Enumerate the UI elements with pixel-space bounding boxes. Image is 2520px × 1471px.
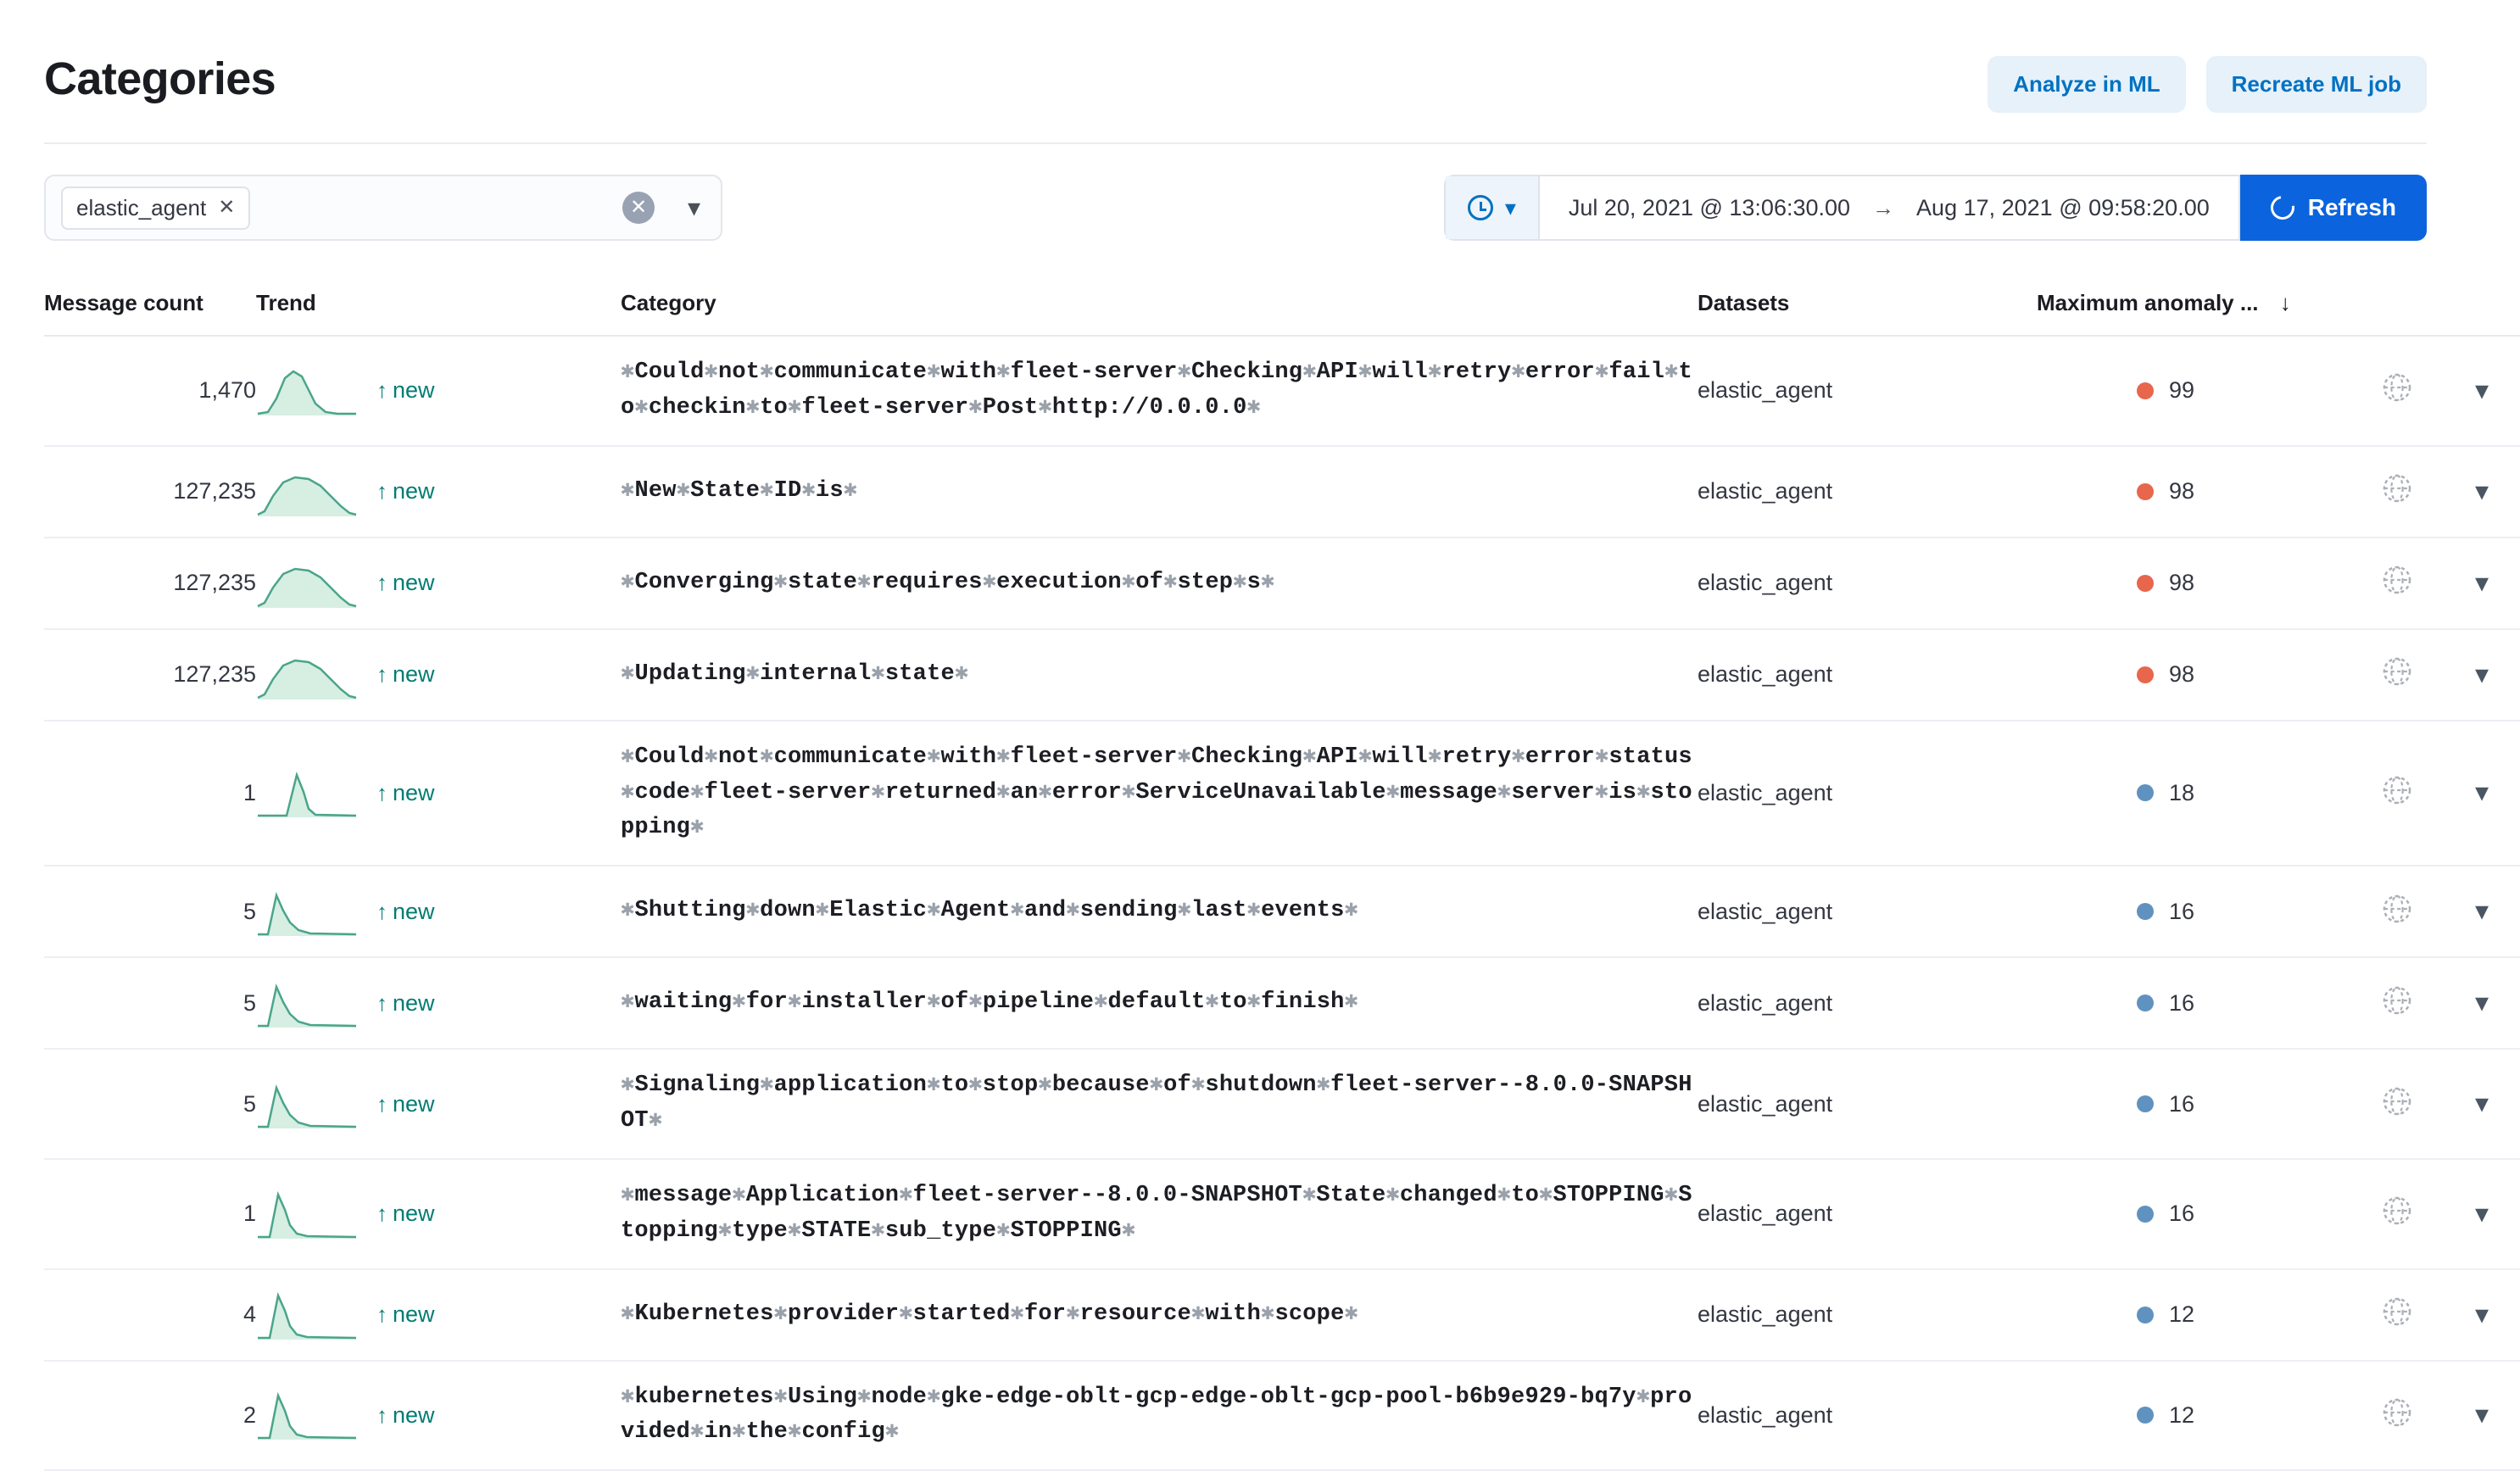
sphere-icon[interactable] bbox=[2381, 1396, 2413, 1429]
cell-trend bbox=[256, 336, 621, 446]
severity-dot bbox=[2137, 575, 2154, 592]
severity-dot bbox=[2137, 382, 2154, 399]
sphere-icon[interactable] bbox=[2381, 564, 2413, 596]
trend-new-badge: ↑ new bbox=[376, 898, 435, 924]
sphere-icon[interactable] bbox=[2381, 472, 2413, 504]
severity-dot bbox=[2137, 784, 2154, 801]
column-header-datasets[interactable]: Datasets bbox=[1698, 290, 2037, 336]
trend-new-badge: ↑ new bbox=[376, 1401, 435, 1428]
table-row[interactable] bbox=[44, 1361, 2520, 1471]
cell-category: ✱Could✱not✱communicate✱with✱fleet-server✱Checking✱API✱will✱retry✱error✱fail✱to✱checkin✱to✱fleet-server✱Post✱http://0.0.0.0✱ bbox=[621, 336, 1698, 446]
quick-select-button[interactable] bbox=[1446, 176, 1540, 239]
categories-table bbox=[44, 290, 2520, 1471]
sphere-icon[interactable] bbox=[2381, 1195, 2413, 1227]
cell-actions[interactable] bbox=[2350, 866, 2444, 957]
anomaly-score: 16 bbox=[2169, 989, 2195, 1016]
cell-dataset: elastic_agent bbox=[1698, 1361, 2037, 1471]
cell-actions[interactable] bbox=[2350, 629, 2444, 721]
severity-dot bbox=[2137, 483, 2154, 500]
cell-expand[interactable] bbox=[2444, 538, 2520, 629]
cell-expand[interactable] bbox=[2444, 1361, 2520, 1471]
cell-category: ✱Signaling✱application✱to✱stop✱because✱of✱shutdown✱fleet-server--8.0.0-SNAPSHOT✱ bbox=[621, 1049, 1698, 1159]
cell-actions[interactable] bbox=[2350, 336, 2444, 446]
column-header-message-count[interactable]: Message count bbox=[44, 290, 256, 336]
anomaly-score: 18 bbox=[2169, 779, 2195, 805]
time-controls bbox=[1444, 175, 2427, 241]
column-header-trend[interactable]: Trend bbox=[256, 290, 621, 336]
anomaly-score: 98 bbox=[2169, 478, 2195, 504]
cell-expand[interactable] bbox=[2444, 446, 2520, 538]
table-row[interactable] bbox=[44, 721, 2520, 866]
trend-new-badge: ↑ new bbox=[376, 1301, 435, 1328]
arrow-up-icon: ↑ bbox=[376, 377, 387, 404]
cell-dataset: elastic_agent bbox=[1698, 1269, 2037, 1361]
table-row[interactable] bbox=[44, 1159, 2520, 1269]
table-row[interactable] bbox=[44, 538, 2520, 629]
sparkline-icon bbox=[256, 557, 358, 610]
trend-new-badge: ↑ new bbox=[376, 1201, 435, 1227]
start-date[interactable]: Jul 20, 2021 @ 13:06:30.00 bbox=[1568, 194, 1851, 220]
cell-max-anomaly bbox=[2037, 957, 2350, 1049]
severity-dot bbox=[2137, 995, 2154, 1011]
arrow-up-icon: ↑ bbox=[376, 478, 387, 504]
anomaly-score: 12 bbox=[2169, 1401, 2195, 1428]
cell-message-count: 2 bbox=[44, 1361, 256, 1471]
sparkline-icon bbox=[256, 766, 358, 819]
cell-category: ✱Converging✱state✱requires✱execution✱of✱step✱s✱ bbox=[621, 538, 1698, 629]
cell-max-anomaly bbox=[2037, 1269, 2350, 1361]
cell-actions[interactable] bbox=[2350, 538, 2444, 629]
sphere-icon[interactable] bbox=[2381, 774, 2413, 806]
cell-message-count: 5 bbox=[44, 866, 256, 957]
cell-max-anomaly bbox=[2037, 721, 2350, 866]
anomaly-score: 98 bbox=[2169, 570, 2195, 596]
column-header-category[interactable]: Category bbox=[621, 290, 1698, 336]
cell-max-anomaly bbox=[2037, 629, 2350, 721]
chevron-down-icon[interactable]: ▾ bbox=[2474, 475, 2489, 506]
date-range-values[interactable] bbox=[1540, 195, 2238, 221]
chevron-down-icon[interactable]: ▾ bbox=[2474, 566, 2489, 598]
page-header bbox=[0, 0, 2471, 127]
column-header-actions bbox=[2350, 290, 2444, 336]
anomaly-score: 99 bbox=[2169, 377, 2195, 404]
cross-icon[interactable]: ✕ bbox=[218, 196, 236, 219]
cell-message-count: 5 bbox=[44, 1049, 256, 1159]
cell-expand[interactable] bbox=[2444, 721, 2520, 866]
column-header-max-anomaly-label: Maximum anomaly ... bbox=[2037, 290, 2259, 315]
trend-new-badge: ↑ new bbox=[376, 570, 435, 596]
chevron-down-icon[interactable]: ▾ bbox=[2474, 1399, 2489, 1430]
cell-actions[interactable] bbox=[2350, 721, 2444, 866]
cell-trend bbox=[256, 629, 621, 721]
sphere-icon[interactable] bbox=[2381, 984, 2413, 1017]
chevron-down-icon: ▾ bbox=[1504, 194, 1516, 220]
chevron-down-icon[interactable]: ▾ bbox=[2474, 987, 2489, 1018]
cell-max-anomaly bbox=[2037, 1049, 2350, 1159]
refresh-button[interactable] bbox=[2240, 175, 2427, 241]
severity-dot bbox=[2137, 903, 2154, 920]
arrow-up-icon: ↑ bbox=[376, 570, 387, 596]
chevron-down-icon[interactable]: ▾ bbox=[2474, 1298, 2489, 1329]
refresh-label: Refresh bbox=[2307, 194, 2396, 220]
trend-new-badge: ↑ new bbox=[376, 377, 435, 404]
cell-expand[interactable] bbox=[2444, 629, 2520, 721]
cell-actions[interactable] bbox=[2350, 957, 2444, 1049]
trend-new-badge: ↑ new bbox=[376, 478, 435, 504]
table-row[interactable] bbox=[44, 1049, 2520, 1159]
cell-trend bbox=[256, 1159, 621, 1269]
cell-trend bbox=[256, 866, 621, 957]
arrow-up-icon: ↑ bbox=[376, 1201, 387, 1227]
anomaly-score: 16 bbox=[2169, 1201, 2195, 1227]
cell-max-anomaly bbox=[2037, 336, 2350, 446]
table-body bbox=[44, 336, 2520, 1470]
chevron-down-icon[interactable]: ▾ bbox=[2474, 777, 2489, 808]
cell-category: ✱Could✱not✱communicate✱with✱fleet-server✱Checking✱API✱will✱retry✱error✱status✱code✱fleet-server✱returned✱an✱error✱ServiceUnavailable✱message✱server✱is✱stopping✱ bbox=[621, 721, 1698, 866]
sphere-icon[interactable] bbox=[2381, 371, 2413, 404]
anomaly-score: 16 bbox=[2169, 1090, 2195, 1117]
cell-category: ✱kubernetes✱Using✱node✱gke-edge-oblt-gcp-edge-oblt-gcp-pool-b6b9e929-bq7y✱provided✱in✱the✱config✱ bbox=[621, 1361, 1698, 1471]
cell-actions[interactable] bbox=[2350, 446, 2444, 538]
cell-expand[interactable] bbox=[2444, 336, 2520, 446]
cell-trend bbox=[256, 446, 621, 538]
cell-message-count: 127,235 bbox=[44, 629, 256, 721]
cell-message-count: 1 bbox=[44, 721, 256, 866]
chevron-down-icon[interactable]: ▾ bbox=[2474, 658, 2489, 689]
cell-actions[interactable] bbox=[2350, 1049, 2444, 1159]
cell-message-count: 127,235 bbox=[44, 538, 256, 629]
cell-trend bbox=[256, 1269, 621, 1361]
trend-new-badge: ↑ new bbox=[376, 779, 435, 805]
cell-message-count: 127,235 bbox=[44, 446, 256, 538]
arrow-right-icon: → bbox=[1872, 194, 1895, 220]
severity-dot bbox=[2137, 1307, 2154, 1323]
cell-category: ✱Shutting✱down✱Elastic✱Agent✱and✱sending✱last✱events✱ bbox=[621, 866, 1698, 957]
chevron-down-icon[interactable]: ▾ bbox=[687, 193, 700, 222]
arrow-up-icon: ↑ bbox=[376, 661, 387, 688]
cell-dataset: elastic_agent bbox=[1698, 336, 2037, 446]
refresh-icon bbox=[2266, 192, 2299, 225]
trend-new-badge: ↑ new bbox=[376, 1090, 435, 1117]
arrow-up-icon: ↑ bbox=[376, 1301, 387, 1328]
sparkline-icon bbox=[256, 649, 358, 701]
table-header-row bbox=[44, 290, 2520, 336]
severity-dot bbox=[2137, 1095, 2154, 1112]
cell-expand[interactable] bbox=[2444, 866, 2520, 957]
cell-max-anomaly bbox=[2037, 538, 2350, 629]
cell-expand[interactable] bbox=[2444, 1269, 2520, 1361]
cell-actions[interactable] bbox=[2350, 1159, 2444, 1269]
column-header-max-anomaly[interactable] bbox=[2037, 290, 2350, 336]
cell-dataset: elastic_agent bbox=[1698, 1159, 2037, 1269]
cell-trend bbox=[256, 957, 621, 1049]
chevron-down-icon[interactable]: ▾ bbox=[2474, 1088, 2489, 1119]
severity-dot bbox=[2137, 1407, 2154, 1424]
cell-max-anomaly bbox=[2037, 1361, 2350, 1471]
chevron-down-icon[interactable]: ▾ bbox=[2474, 374, 2489, 405]
cell-category: ✱waiting✱for✱installer✱of✱pipeline✱default✱to✱finish✱ bbox=[621, 957, 1698, 1049]
cell-category: ✱Kubernetes✱provider✱started✱for✱resource✱with✱scope✱ bbox=[621, 1269, 1698, 1361]
sphere-icon[interactable] bbox=[2381, 893, 2413, 925]
dataset-filter-combobox[interactable] bbox=[44, 175, 722, 241]
filter-pill-label: elastic_agent bbox=[76, 194, 207, 220]
arrow-up-icon: ↑ bbox=[376, 989, 387, 1016]
cell-expand[interactable] bbox=[2444, 1159, 2520, 1269]
cell-trend bbox=[256, 721, 621, 866]
analyze-in-ml-button[interactable]: Analyze in ML bbox=[1988, 56, 2185, 113]
table-row[interactable] bbox=[44, 336, 2520, 446]
arrow-up-icon: ↑ bbox=[376, 1090, 387, 1117]
sparkline-icon bbox=[256, 1289, 358, 1341]
cell-trend bbox=[256, 1049, 621, 1159]
table-row[interactable] bbox=[44, 1269, 2520, 1361]
arrow-up-icon: ↑ bbox=[376, 898, 387, 924]
trend-new-badge: ↑ new bbox=[376, 661, 435, 688]
cell-dataset: elastic_agent bbox=[1698, 721, 2037, 866]
sparkline-icon bbox=[256, 1389, 358, 1441]
anomaly-score: 12 bbox=[2169, 1301, 2195, 1328]
cell-max-anomaly bbox=[2037, 866, 2350, 957]
cell-message-count: 1 bbox=[44, 1159, 256, 1269]
cell-actions[interactable] bbox=[2350, 1269, 2444, 1361]
filter-bar bbox=[0, 144, 2471, 241]
cell-actions[interactable] bbox=[2350, 1361, 2444, 1471]
sparkline-icon bbox=[256, 365, 358, 417]
clock-icon bbox=[1468, 195, 1493, 220]
cell-trend bbox=[256, 538, 621, 629]
sphere-icon[interactable] bbox=[2381, 1295, 2413, 1328]
cell-message-count: 5 bbox=[44, 957, 256, 1049]
anomaly-score: 16 bbox=[2169, 898, 2195, 924]
cell-message-count: 4 bbox=[44, 1269, 256, 1361]
cell-dataset: elastic_agent bbox=[1698, 629, 2037, 721]
cell-max-anomaly bbox=[2037, 1159, 2350, 1269]
arrow-up-icon: ↑ bbox=[376, 1401, 387, 1428]
cell-dataset: elastic_agent bbox=[1698, 446, 2037, 538]
arrow-down-icon[interactable]: ↓ bbox=[2279, 290, 2291, 315]
cell-max-anomaly bbox=[2037, 446, 2350, 538]
cell-category: ✱message✱Application✱fleet-server--8.0.0-SNAPSHOT✱State✱changed✱to✱STOPPING✱Stopping✱type✱STATE✱sub_type✱STOPPING✱ bbox=[621, 1159, 1698, 1269]
cell-dataset: elastic_agent bbox=[1698, 538, 2037, 629]
cell-trend bbox=[256, 1361, 621, 1471]
table-row[interactable] bbox=[44, 866, 2520, 957]
sparkline-icon bbox=[256, 885, 358, 938]
filter-pill[interactable] bbox=[61, 187, 250, 230]
anomaly-score: 98 bbox=[2169, 661, 2195, 688]
sparkline-icon bbox=[256, 1078, 358, 1130]
table-head bbox=[44, 290, 2520, 336]
sparkline-icon bbox=[256, 977, 358, 1029]
sparkline-icon bbox=[256, 465, 358, 518]
date-range-picker[interactable] bbox=[1444, 175, 2240, 241]
categories-table-wrapper bbox=[0, 241, 2489, 1471]
arrow-up-icon: ↑ bbox=[376, 779, 387, 805]
header-actions bbox=[1988, 56, 2427, 113]
cell-dataset: elastic_agent bbox=[1698, 957, 2037, 1049]
cell-category: ✱New✱State✱ID✱is✱ bbox=[621, 446, 1698, 538]
cell-message-count: 1,470 bbox=[44, 336, 256, 446]
sphere-icon[interactable] bbox=[2381, 1085, 2413, 1117]
table-row[interactable] bbox=[44, 629, 2520, 721]
page-title: Categories bbox=[44, 53, 276, 105]
chevron-down-icon[interactable]: ▾ bbox=[2474, 1197, 2489, 1229]
chevron-down-icon[interactable]: ▾ bbox=[2474, 895, 2489, 927]
cell-dataset: elastic_agent bbox=[1698, 866, 2037, 957]
cell-expand[interactable] bbox=[2444, 1049, 2520, 1159]
cell-category: ✱Updating✱internal✱state✱ bbox=[621, 629, 1698, 721]
trend-new-badge: ↑ new bbox=[376, 989, 435, 1016]
sparkline-icon bbox=[256, 1188, 358, 1240]
cell-dataset: elastic_agent bbox=[1698, 1049, 2037, 1159]
clear-circle-icon[interactable]: ✕ bbox=[622, 192, 655, 224]
severity-dot bbox=[2137, 666, 2154, 683]
table-row[interactable] bbox=[44, 957, 2520, 1049]
cell-expand[interactable] bbox=[2444, 957, 2520, 1049]
column-header-expand bbox=[2444, 290, 2520, 336]
end-date[interactable]: Aug 17, 2021 @ 09:58:20.00 bbox=[1916, 194, 2210, 220]
sphere-icon[interactable] bbox=[2381, 655, 2413, 688]
table-row[interactable] bbox=[44, 446, 2520, 538]
severity-dot bbox=[2137, 1206, 2154, 1223]
recreate-ml-job-button[interactable]: Recreate ML job bbox=[2206, 56, 2427, 113]
